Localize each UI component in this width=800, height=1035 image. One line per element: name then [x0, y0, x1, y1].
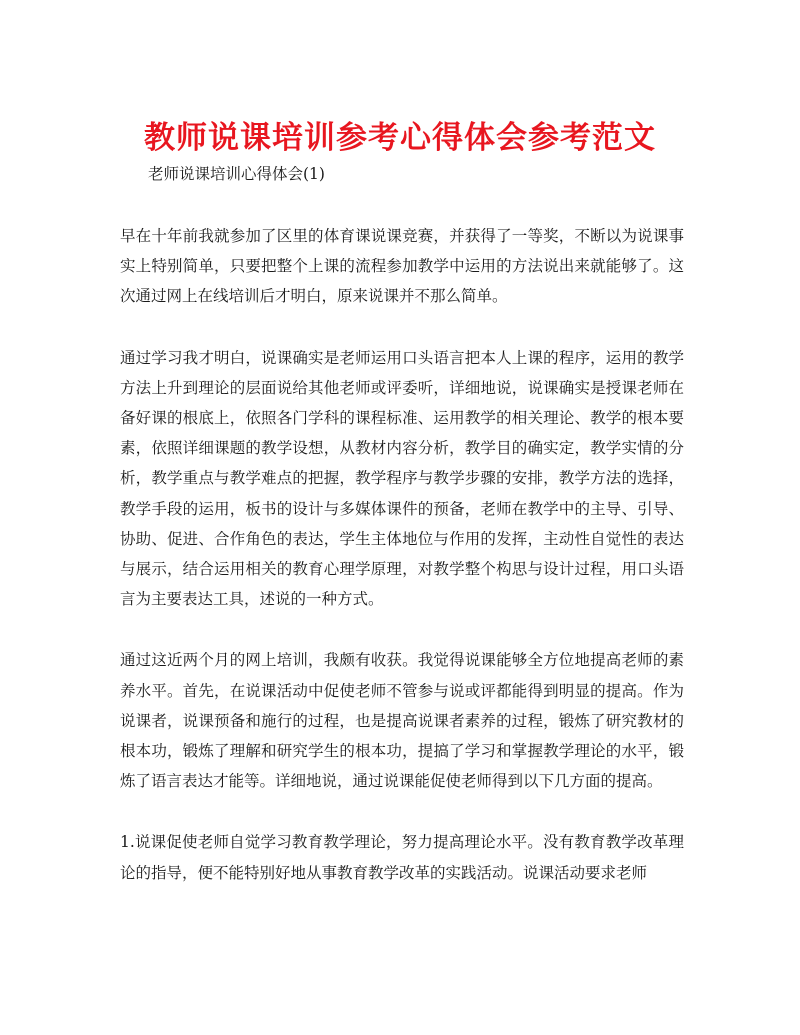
paragraph-2: 通过学习我才明白，说课确实是老师运用口头语言把本人上课的程序，运用的教学方法上升到理论的层面说给其他老师或评委听，详细地说，说课确实是授课老师在备好课的根底上，依照各门学科的课程标准、运用教学的相关理论、教学的根本要素，依照详细课题的教学设想，从教材内容分析，教学目的确实定，教学实情的分析，教学重点与教学难点的把握，教学程序与教学步骤的安排，教学方法的选择，教学手段的运用，板书的设计与多媒体课件的预备，老师在教学中的主导、引导、协助、促进、合作角色的表达，学生主体地位与作用的发挥，主动性自觉性的表达与展示，结合运用相关的教育心理学原理，对教学整个构思与设计过程，用口头语言为主要表达工具，述说的一种方式。 — [120, 348, 684, 609]
document-subtitle: 老师说课培训心得体会(1) — [148, 165, 325, 183]
paragraph-3: 通过这近两个月的网上培训，我颇有收获。我觉得说课能够全方位地提高老师的素养水平。首先，在说课活动中促使老师不管参与说或评都能得到明显的提高。作为说课者，说课预备和施行的过程，也是提高说课者素养的过程，锻炼了研究教材的根本功，锻炼了理解和研究学生的根本功，提搞了学习和掌握教学理论的水平，锻炼了语言表达才能等。详细地说，通过说课能促使老师得到以下几方面的提高。 — [120, 651, 684, 791]
paragraph-1: 早在十年前我就参加了区里的体育课说课竞赛，并获得了一等奖，不断以为说课事实上特别简单，只要把整个上课的流程参加教学中运用的方法说出来就能够了。这次通过网上在线培训后才明白，原来说课并不那么简单。 — [120, 227, 684, 306]
paragraph-4: 1.说课促使老师自觉学习教育教学理论，努力提高理论水平。没有教育教学改革理论的指导，便不能特别好地从事教育教学改革的实践活动。说课活动要求老师 — [120, 833, 684, 882]
document-title: 教师说课培训参考心得体会参考范文 — [144, 120, 656, 156]
document-body — [120, 221, 684, 919]
